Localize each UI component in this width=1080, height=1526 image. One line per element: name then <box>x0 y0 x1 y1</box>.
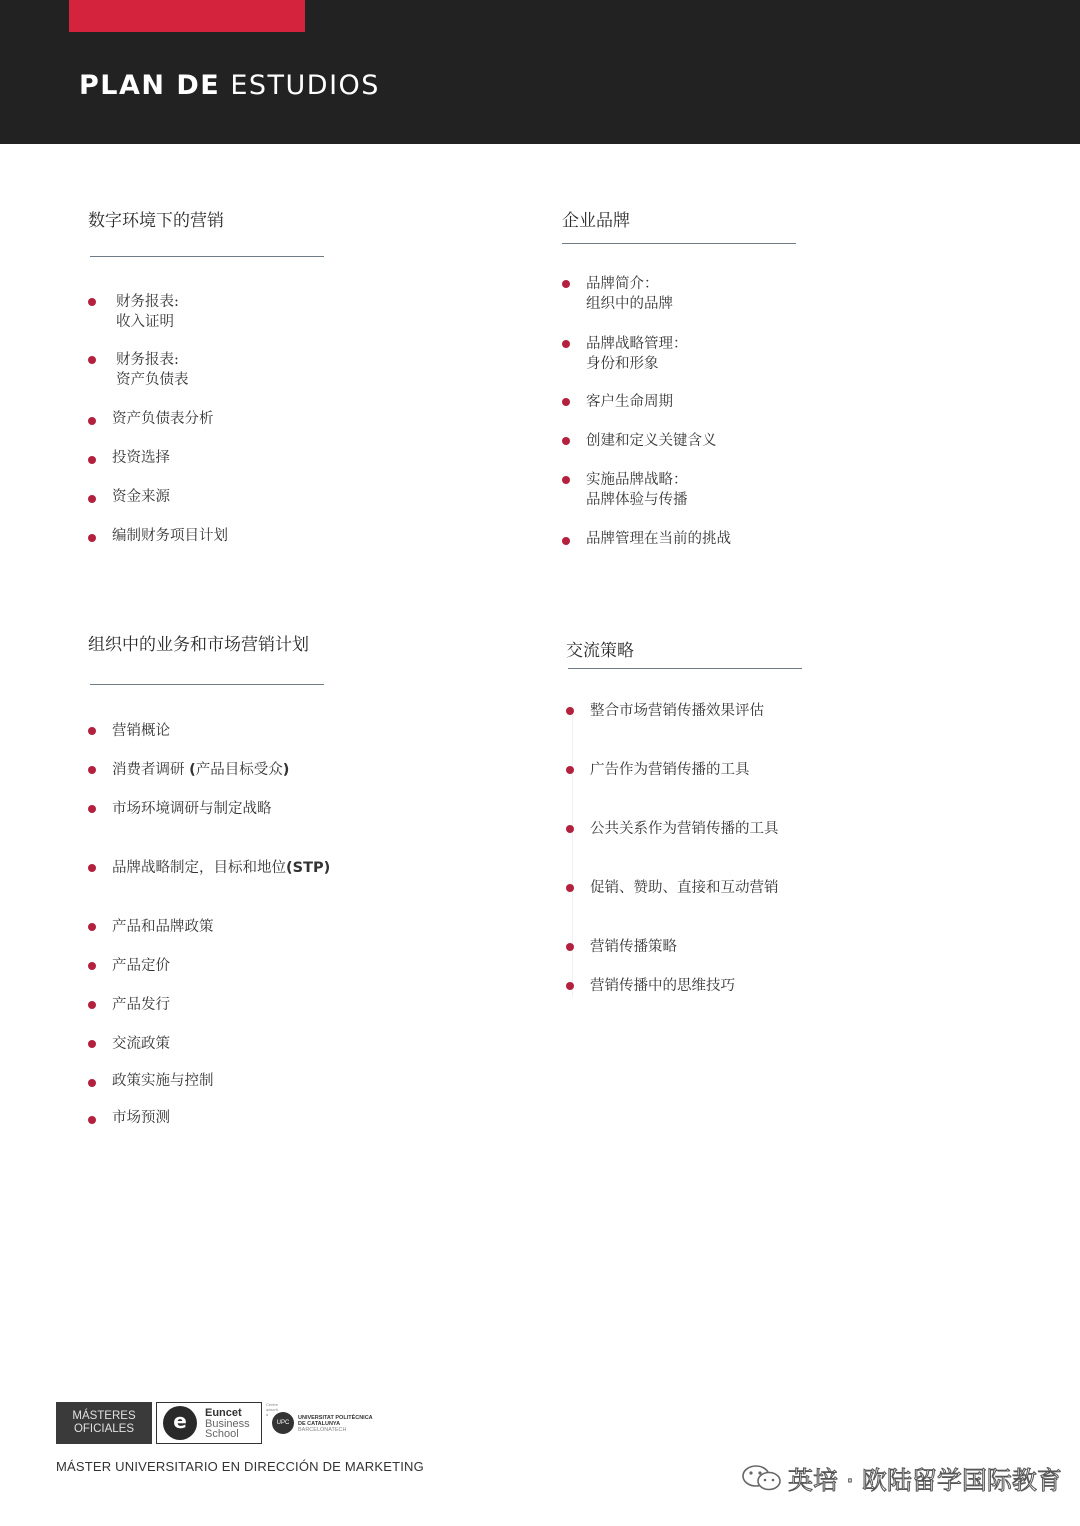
item-subtext: 身份和形象 <box>586 356 659 372</box>
item-text: 创建和定义关键含义 <box>586 433 717 449</box>
item-text: 产品目标受众 <box>195 762 283 778</box>
bullet-icon <box>88 962 96 970</box>
masters-logo-line2: OFICIALES <box>73 1423 135 1435</box>
upc-line2: DE CATALUNYA <box>298 1421 341 1427</box>
item-text: 整合市场营销传播效果评估 <box>590 703 764 719</box>
item-text: 政策实施与控制 <box>112 1073 214 1089</box>
bullet-icon <box>562 476 570 484</box>
item-text: 营销传播中的思维技巧 <box>590 978 735 994</box>
item-text: 财务报表: <box>116 352 179 368</box>
page-title-bold: PLAN DE <box>79 70 221 101</box>
item-text: 编制财务项目计划 <box>112 528 228 544</box>
masters-logo-line1: MÁSTERES <box>72 1410 136 1422</box>
header-accent-tab <box>69 0 305 32</box>
section-divider <box>90 256 324 257</box>
item-text-bold: ) <box>282 762 290 778</box>
item-subtext: 组织中的品牌 <box>586 296 673 312</box>
bullet-icon <box>88 805 96 813</box>
item-text: 财务报表: <box>116 294 179 310</box>
item-subtext: 品牌体验与传播 <box>586 492 688 508</box>
bullet-icon <box>88 534 96 542</box>
item-text: 投资选择 <box>112 450 170 466</box>
bullet-icon <box>88 356 96 364</box>
item-text: 交流政策 <box>112 1036 170 1052</box>
section-business-marketing-plan <box>88 630 418 1126</box>
item-text: 品牌简介： <box>586 276 659 292</box>
bullet-icon <box>566 825 574 833</box>
bullet-icon <box>566 943 574 951</box>
item-text: 产品和品牌政策 <box>112 919 214 935</box>
bullet-icon <box>562 280 570 288</box>
item-text: 产品发行 <box>112 997 170 1013</box>
item-text: 品牌战略管理： <box>586 336 688 352</box>
section-communication-strategy <box>566 636 896 994</box>
bullet-icon <box>88 1079 96 1087</box>
section-divider <box>568 668 802 669</box>
item-text: 品牌战略制定，目标和地位 <box>112 860 286 876</box>
item-text: 客户生命周期 <box>586 394 673 410</box>
bullet-icon <box>88 1116 96 1124</box>
bullet-icon <box>562 537 570 545</box>
bullet-icon <box>88 923 96 931</box>
euncet-line2: Business <box>205 1417 250 1430</box>
item-subtext: 收入证明 <box>116 314 174 330</box>
bullet-icon <box>88 1001 96 1009</box>
section-title: 数字环境下的营销 <box>88 211 224 231</box>
section-title: 组织中的业务和市场营销计划 <box>88 635 309 655</box>
section-corporate-brand <box>562 206 892 547</box>
item-text: 市场环境调研与制定战略 <box>112 801 272 817</box>
wechat-icon <box>740 1463 784 1493</box>
watermark-text: 英培 · 欧陆留学国际教育 <box>788 1466 1062 1495</box>
bullet-icon <box>88 456 96 464</box>
bullet-icon <box>88 864 96 872</box>
bullet-icon <box>566 707 574 715</box>
item-text: 公共关系作为营销传播的工具 <box>590 821 779 837</box>
item-text: 广告作为营销传播的工具 <box>590 762 750 778</box>
euncet-line1: Euncet <box>205 1407 242 1419</box>
bullet-icon <box>88 298 96 306</box>
item-text-bold: (STP) <box>286 860 331 876</box>
bullet-icon <box>566 766 574 774</box>
euncet-emblem-icon: e <box>163 1406 197 1440</box>
upc-line1: UNIVERSITAT POLITÈCNICA <box>298 1415 373 1421</box>
bullet-icon <box>88 417 96 425</box>
section-divider <box>90 684 324 685</box>
item-text: 促销、赞助、直接和互动营销 <box>590 880 779 896</box>
item-text: 市场预测 <box>112 1110 170 1126</box>
upc-emblem-icon: UPC <box>272 1412 294 1434</box>
header-bar <box>0 0 1080 144</box>
item-text: 资产负债表分析 <box>112 411 214 427</box>
bullet-icon <box>88 766 96 774</box>
item-text: 营销概论 <box>112 723 170 739</box>
item-text: 营销传播策略 <box>590 939 677 955</box>
page-title-regular: ESTUDIOS <box>230 70 380 101</box>
page-title <box>79 70 380 101</box>
item-text-bold: ( <box>189 762 196 778</box>
euncet-logo <box>156 1402 262 1444</box>
bullet-icon <box>88 1040 96 1048</box>
item-text: 实施品牌战略： <box>586 472 688 488</box>
item-text: 产品定价 <box>112 958 170 974</box>
masters-oficiales-logo <box>56 1402 152 1444</box>
item-text: 品牌管理在当前的挑战 <box>586 531 731 547</box>
footer-caption: MÁSTER UNIVERSITARIO EN DIRECCIÓN DE MARKETING <box>56 1459 424 1474</box>
euncet-logo-text <box>205 1408 250 1440</box>
upc-line3: BARCELONATECH <box>298 1427 347 1433</box>
bullet-icon <box>88 495 96 503</box>
bullet-icon <box>566 884 574 892</box>
item-subtext: 资产负债表 <box>116 372 189 388</box>
section-title: 企业品牌 <box>562 211 630 231</box>
bullet-icon <box>562 340 570 348</box>
section-digital-marketing <box>88 206 418 544</box>
upc-caption: Centre adscrit a <box>266 1402 279 1417</box>
bullet-icon <box>566 982 574 990</box>
item-text: 消费者调研 <box>112 762 185 778</box>
bullet-icon <box>562 437 570 445</box>
bullet-icon <box>88 727 96 735</box>
bullet-icon <box>562 398 570 406</box>
item-text: 资金来源 <box>112 489 170 505</box>
upc-logo-text <box>298 1415 373 1433</box>
column-guide-line <box>572 706 573 996</box>
euncet-line3: School <box>205 1428 239 1440</box>
section-divider <box>562 243 796 244</box>
section-title: 交流策略 <box>566 641 634 661</box>
